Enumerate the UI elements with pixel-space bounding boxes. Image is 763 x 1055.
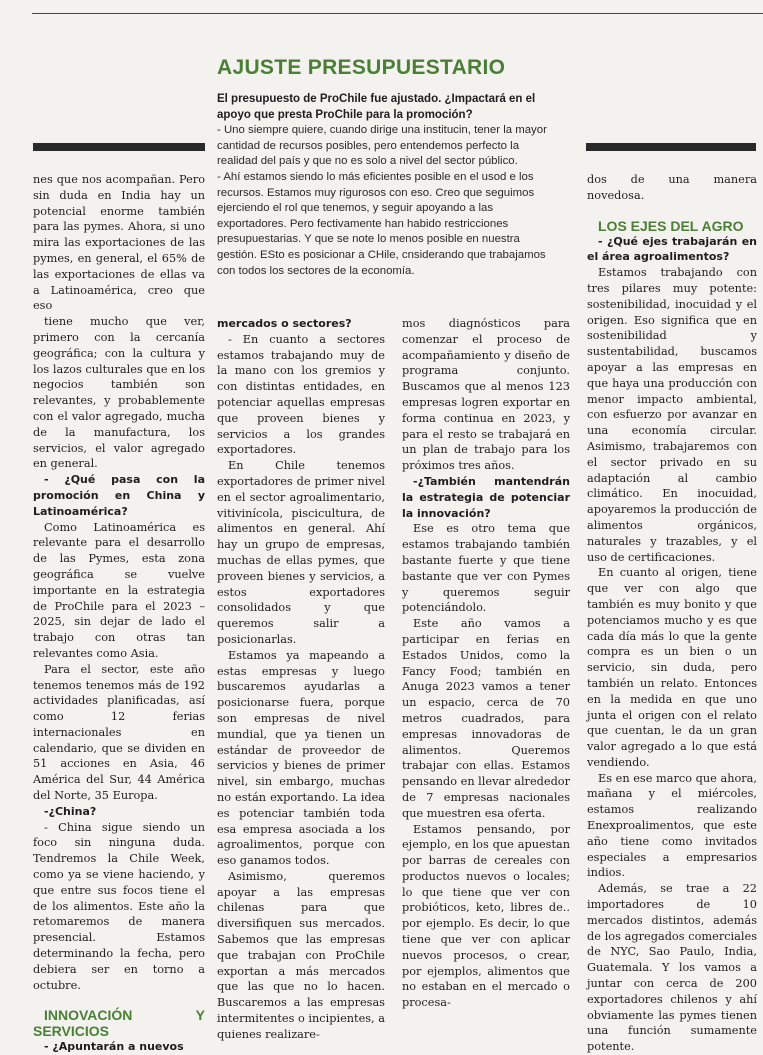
paragraph: Estamos ya mapeando a estas empresas y luego buscaremos ayudarlas a posicionarse fuera, porque son empresas de nivel mundial, que ya tienen un estándar de proveedor de servicios y bienes de primer nivel, sin embargo, muchas no están exportando. La idea es potenciar también toda esa empresa asociada a los agroalimentos, porque con eso ganamos todos. [217,648,385,868]
article-column-1 [33,172,205,1055]
interview-question: - ¿Qué pasa con la promoción en China y Latinoamérica? [33,473,205,518]
paragraph: En Chile tenemos exportadores de primer nivel en el sector agroalimentario, vitivinícola, piscicultura, de alimentos en general. Ahí hay un grupo de empresas, muchas de ellas pymes, que proveen bienes y servicios, a estos exportadores consolidados y que queremos salir a posicionarlas. [217,459,385,646]
interview-question: - ¿Qué ejes trabajarán en el área agroalimentos? [587,234,757,264]
paragraph: - China sigue siendo un foco sin ninguna duda. Tendremos la Chile Week, como ya se viene haciendo, y que entre sus focos tiene el de los alimentos. Este año la retomaremos de manera presencial. Estamos determinando la fecha, pero debiera ser en torno a octubre. [33,820,205,992]
paragraph: dos de una manera novedosa. [587,173,757,202]
interview-question: - ¿Apuntarán a nuevos [44,1040,184,1054]
article-column-4 [587,172,757,1055]
paragraph: nes que nos acompañan. Pero sin duda en India hay un potencial enorme también para las pymes. Ahora, si uno mira las exportaciones de las pymes, en general, el 65% de las exportaciones de ellas va a Latinoamérica, creo que eso [33,173,205,313]
paragraph: Este año vamos a participar en ferias en Estados Unidos, como la Fancy Food; también en Anuga 2023 vamos a tener un espacio, cerca de 70 metros cuadrados, para empresas innovadoras de alimentos. Queremos trabajar con ellas. Estamos pensando en llevar alrededor de 7 empresas nacionales que muestren esa oferta. [402,617,570,820]
paragraph: En cuanto al origen, tiene que ver con algo que también es muy bonito y que potenciamos mucho y es que cada día más lo que la gente compra es un bien o un servicio, sin duda, pero también un relato. Entonces en la medida en que uno junta el origen con el relato que cuentan, le da un gran valor agregado a lo que está vendiendo. [587,566,757,769]
column-divider-bar-right [586,143,756,151]
interview-question: -¿También mantendrán la estrategia de potenciar la innovación? [402,474,570,520]
paragraph: Estamos trabajando con tres pilares muy potente: sostenibilidad, inocuidad y el origen. Eso significa que en sostenibilidad y sustentabilidad, buscamos apoyar a las empresas en que haya una producción con menor impacto ambiental, con esfuerzo por avanzar en una economía circular. Asimismo, trabajaremos con el sector privado en su adaptación al cambio climático. En inocuidad, apoyaremos la producción de alimentos orgánicos, naturales y trazables, y el uso de certificaciones. [587,266,757,564]
paragraph: Además, se trae a 22 importadores de 10 mercados distintos, además de los agregados comerciales de NYC, Sao Paulo, India, Guatemala. Y los vamos a juntar con cerca de 200 exportadores chilenos y ahí obviamente las pymes tienen una función sumamente potente. [587,882,757,1054]
box-title: AJUSTE PRESUPUESTARIO [217,56,506,79]
paragraph: - En cuanto a sectores estamos trabajando muy de la mano con los gremios y con distintas entidades, en potenciar aquellas empresas que proveen bienes y servicios a los grandes exportadores. [217,332,385,457]
paragraph: Ese es otro tema que estamos trabajando también bastante fuerte y que tiene bastante que ver con Pymes y queremos seguir potenciándolo. [402,522,570,615]
paragraph: Es en ese marco que ahora, mañana y el miércoles, estamos realizando Enexproalimentos, que este año tiene como invitados especiales a empresarios indios. [587,771,757,880]
paragraph: mos diagnósticos para comenzar el proceso de acompañamiento y diseño de programa conjunto. Buscamos que al menos 123 empresas logren exportar en forma continua en 2023, y para el resto se trabajará en un plan de trabajo para los próximos tres años. [402,317,570,473]
article-column-2 [217,316,385,1043]
paragraph: Para el sector, este año tenemos tenemos más de 192 actividades planificadas, así como 12 ferias internacionales en calendario, que se dividen en 51 acciones en Asia, 46 América del Sur, 44 América del Norte, 35 Europa. [33,662,205,803]
interview-question: mercados o sectores? [217,317,352,330]
article-column-3 [402,316,570,1011]
paragraph: Estamos pensando, por ejemplo, en los que apuestan por barras de cereales con productos nuevos o locales; lo que tiene que ver con probióticos, keto, libres de.. por ejemplo. Es decir, lo que tiene que ver con aplicar nuevos procesos, o crear, por ejemplos, alimentos que no estaban en el mercado o procesa- [402,822,570,1010]
paragraph: Asimismo, queremos apoyar a las empresas chilenas para que diversifiquen sus mercados. Sabemos que las empresas que trabajan con ProChile exportan a más mercados que las que no lo hacen. Buscaremos a las empresas intermitentes o incipientes, a quienes realizare- [217,869,385,1041]
box-question: El presupuesto de ProChile fue ajustado. ¿Impactará en el apoyo que presta ProChile para la promoción? [217,93,536,121]
interview-question: -¿China? [44,804,97,818]
section-subheading: LOS EJES DEL AGRO [598,217,744,234]
box-answer: - Ahí estamos siendo lo más eficientes posible en el usod e los recursos. Estamos muy rigurosos con eso. Creo que seguimos ejerciendo el rol que tenemos, y seguir apoyando a las exportadores. Pero fectivamente han habido restricciones presupuestarias. Y que se note lo menos posible en nuestra gestión. ESto es posicionar a CHile, cnsiderando que trabajamos con todos los sectores de la economía. [217,170,546,277]
section-subheading: INNOVACIÓN Y SERVICIOS [33,1007,205,1040]
budget-sidebar-box [217,56,559,279]
paragraph: Como Latinoamérica es relevante para el desarrollo de las Pymes, esta zona geográfica se vuelve importante en la estrategia de ProChile para el 2023 – 2025, sin dejar de lado el trabajo con otras tan relevantes como Asia. [33,520,205,660]
top-rule [32,13,763,14]
paragraph: tiene mucho que ver, primero con la cercanía geográfica; con la cultura y los lazos culturales que en los negocios también son relevantes, y probablemente con el valor agregado, mucha de la manufactura, los servicios, el valor agregado en general. [33,315,205,471]
box-answer: - Uno siempre quiere, cuando dirige una institucin, tener la mayor cantidad de recursos posibles, pero entendemos perfecto la realidad del país y que no es solo a nivel del sector público. [217,124,547,168]
column-divider-bar-left [33,143,205,151]
